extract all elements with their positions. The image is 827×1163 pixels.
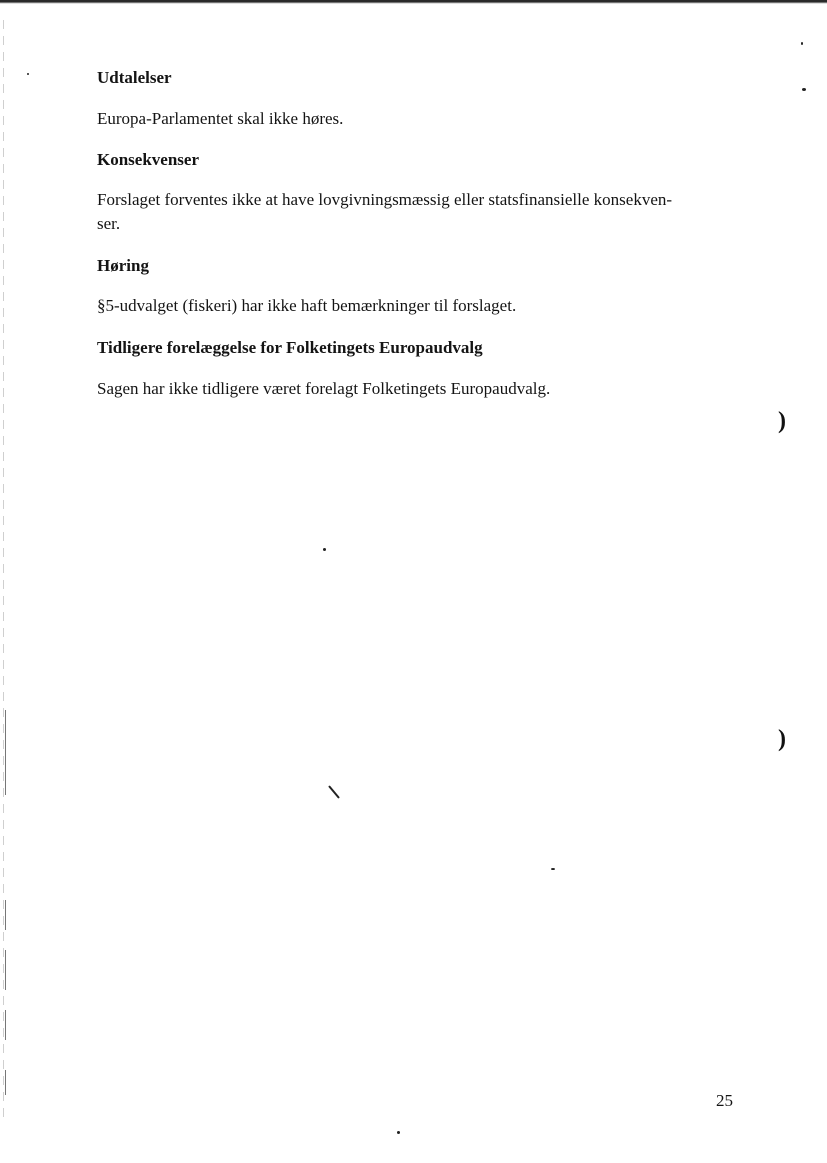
scan-speck <box>801 42 803 45</box>
section-body-udtalelser: Europa-Parlamentet skal ikke høres. <box>97 109 344 128</box>
section-heading-horing: Høring <box>97 256 149 275</box>
scan-left-mark <box>5 900 6 930</box>
scan-bracket-mark: ) <box>778 408 786 434</box>
section-body-horing: §5-udvalget (fiskeri) har ikke haft bemærkninger til forslaget. <box>97 296 517 315</box>
scan-speck <box>27 73 29 75</box>
scan-bracket-mark: ) <box>778 726 786 752</box>
scan-left-edge <box>3 20 4 1120</box>
scan-left-mark <box>5 950 6 990</box>
page-number: 25 <box>716 1091 733 1110</box>
scan-speck <box>551 868 555 870</box>
scan-speck <box>802 88 806 91</box>
section-body-konsekvenser-line1: Forslaget forventes ikke at have lovgivningsmæssig eller statsfinansielle konsekven- <box>97 190 673 209</box>
scan-speck <box>328 785 340 799</box>
scan-top-edge <box>0 0 827 4</box>
section-body-tidligere-forelaeggelse: Sagen har ikke tidligere været forelagt Folketingets Europaudvalg. <box>97 379 551 398</box>
section-heading-konsekvenser: Konsekvenser <box>97 150 199 169</box>
scan-left-mark <box>5 710 6 795</box>
scan-left-mark <box>5 1070 6 1095</box>
section-heading-udtalelser: Udtalelser <box>97 68 172 87</box>
scan-left-mark <box>5 1010 6 1040</box>
scan-speck <box>323 548 326 551</box>
section-body-konsekvenser-line2: ser. <box>97 214 121 233</box>
scan-speck <box>397 1131 400 1134</box>
section-heading-tidligere-forelaeggelse: Tidligere forelæggelse for Folketingets Europaudvalg <box>97 338 483 357</box>
